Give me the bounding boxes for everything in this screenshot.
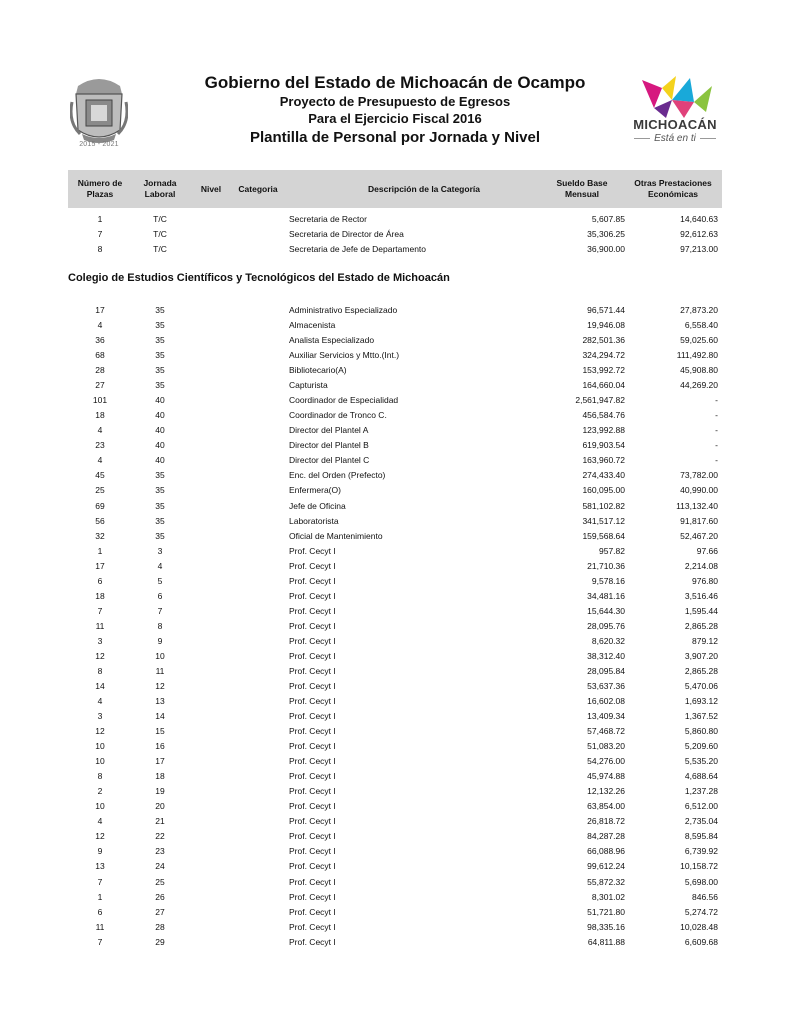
table-row	[68, 679, 722, 694]
cell-descripcion: Prof. Cecyt I	[289, 711, 336, 722]
cell-plazas: 4	[97, 425, 103, 436]
cell-descripcion: Prof. Cecyt I	[289, 560, 336, 571]
cell-sueldo: 45,974.88	[587, 771, 625, 782]
cell-otras: -	[715, 425, 718, 436]
table-row	[68, 905, 722, 920]
cell-descripcion: Secretaria de Rector	[289, 214, 367, 224]
cell-plazas: 28	[95, 365, 105, 376]
table-row	[68, 212, 722, 227]
cell-sueldo: 57,468.72	[587, 726, 625, 737]
cell-descripcion: Director del Plantel A	[289, 425, 369, 436]
cell-jornada: 22	[155, 831, 165, 842]
cell-plazas: 17	[95, 560, 105, 571]
cell-sueldo: 13,409.34	[587, 711, 625, 722]
cell-descripcion: Auxiliar Servicios y Mtto.(Int.)	[289, 350, 400, 361]
table-row	[68, 694, 722, 709]
cell-sueldo: 159,568.64	[582, 530, 625, 541]
cell-otras: 44,269.20	[680, 380, 718, 391]
cell-plazas: 17	[95, 305, 105, 315]
cell-descripcion: Coordinador de Tronco C.	[289, 410, 387, 421]
cell-sueldo: 34,481.16	[587, 590, 625, 601]
cell-sueldo: 98,335.16	[587, 921, 625, 932]
cell-descripcion: Laboratorista	[289, 515, 339, 526]
cell-descripcion: Prof. Cecyt I	[289, 771, 336, 782]
cell-otras: 111,492.80	[676, 350, 718, 361]
cell-otras: 2,865.28	[684, 620, 718, 631]
table-row	[68, 529, 722, 544]
cell-jornada: 40	[155, 425, 165, 436]
cell-sueldo: 38,312.40	[587, 650, 625, 661]
table-row	[68, 423, 722, 438]
cell-otras: 92,612.63	[680, 229, 718, 239]
cell-jornada: 35	[155, 515, 165, 526]
cell-plazas: 2	[97, 786, 103, 797]
cell-sueldo: 36,900.00	[587, 244, 625, 254]
cell-otras: 10,028.48	[680, 921, 718, 932]
cell-descripcion: Prof. Cecyt I	[289, 891, 336, 902]
cell-descripcion: Prof. Cecyt I	[289, 801, 336, 812]
cell-sueldo: 35,306.25	[587, 229, 625, 239]
cell-jornada: 40	[155, 410, 165, 421]
cell-jornada: 16	[155, 741, 165, 752]
column-header-plazas: Número de Plazas	[77, 178, 123, 199]
cell-jornada: 11	[155, 665, 165, 676]
cell-otras: 113,132.40	[676, 500, 718, 511]
cell-jornada: T/C	[153, 214, 167, 224]
cell-plazas: 7	[97, 229, 103, 239]
cell-descripcion: Coordinador de Especialidad	[289, 395, 399, 406]
table-row	[68, 438, 722, 453]
cell-jornada: 18	[155, 771, 165, 782]
table-row	[68, 333, 722, 348]
cell-descripcion: Secretaria de Director de Área	[289, 229, 404, 239]
cell-plazas: 12	[95, 650, 105, 661]
cell-otras: 91,817.60	[680, 515, 718, 526]
table-row	[68, 784, 722, 799]
table-row	[68, 559, 722, 574]
cell-otras: 73,782.00	[680, 470, 718, 481]
cell-plazas: 27	[95, 380, 105, 391]
cell-descripcion: Prof. Cecyt I	[289, 696, 336, 707]
cell-descripcion: Prof. Cecyt I	[289, 605, 336, 616]
cell-otras: 14,640.63	[680, 214, 718, 224]
cell-plazas: 7	[97, 876, 103, 887]
cell-plazas: 56	[95, 515, 105, 526]
document-title-block	[150, 72, 640, 148]
brand-butterfly-icon	[632, 74, 716, 118]
seal-years-label: 2015 - 2021	[79, 141, 119, 148]
cell-sueldo: 619,903.54	[582, 440, 625, 451]
cell-sueldo: 21,710.36	[587, 560, 625, 571]
cell-plazas: 18	[95, 410, 105, 421]
cell-descripcion: Prof. Cecyt I	[289, 921, 336, 932]
cell-sueldo: 28,095.76	[587, 620, 625, 631]
section-title: Colegio de Estudios Científicos y Tecnológicos del Estado de Michoacán	[68, 272, 450, 284]
cell-otras: 2,214.08	[684, 560, 718, 571]
cell-otras: 6,512.00	[684, 801, 718, 812]
cell-sueldo: 957.82	[599, 545, 625, 556]
cell-sueldo: 99,612.24	[587, 861, 625, 872]
cell-descripcion: Prof. Cecyt I	[289, 620, 336, 631]
cell-otras: 40,990.00	[680, 485, 718, 496]
cell-jornada: 21	[155, 816, 165, 827]
cell-jornada: 10	[155, 650, 165, 661]
cell-sueldo: 163,960.72	[582, 455, 625, 466]
cell-descripcion: Enfermera(O)	[289, 485, 341, 496]
cell-sueldo: 63,854.00	[587, 801, 625, 812]
cell-descripcion: Prof. Cecyt I	[289, 756, 336, 767]
cell-descripcion: Prof. Cecyt I	[289, 936, 336, 947]
cell-plazas: 8	[97, 771, 103, 782]
cell-jornada: 14	[155, 711, 165, 722]
cell-descripcion: Prof. Cecyt I	[289, 650, 336, 661]
document-subtitle-2: Para el Ejercicio Fiscal 2016	[308, 111, 482, 126]
document-subtitle-1: Proyecto de Presupuesto de Egresos	[279, 94, 511, 109]
table-row	[68, 754, 722, 769]
table-row	[68, 378, 722, 393]
cell-jornada: 9	[157, 635, 163, 646]
cell-otras: 97.66	[696, 545, 718, 556]
cell-plazas: 13	[95, 861, 105, 872]
cell-plazas: 18	[95, 590, 105, 601]
cell-otras: 6,558.40	[684, 320, 718, 331]
cell-sueldo: 123,992.88	[582, 425, 625, 436]
cell-jornada: 25	[155, 876, 165, 887]
table-row	[68, 589, 722, 604]
table-header	[68, 170, 722, 208]
cell-plazas: 11	[95, 620, 105, 631]
cell-plazas: 45	[95, 470, 105, 481]
cell-sueldo: 51,083.20	[587, 741, 625, 752]
column-header-categoria: Categoria	[238, 183, 278, 194]
cell-sueldo: 53,637.36	[587, 681, 625, 691]
cell-jornada: 40	[155, 455, 165, 466]
table-row	[68, 829, 722, 844]
cell-plazas: 4	[97, 320, 103, 331]
table-row	[68, 574, 722, 589]
cell-otras: 5,698.00	[684, 876, 718, 887]
table-row	[68, 859, 722, 874]
cell-otras: 1,237.28	[684, 786, 718, 797]
cell-plazas: 6	[97, 575, 103, 586]
cell-plazas: 7	[97, 936, 103, 947]
cell-otras: 5,860.80	[684, 726, 718, 737]
document-subtitle-3: Plantilla de Personal por Jornada y Nivel	[249, 129, 541, 146]
table-row	[68, 604, 722, 619]
cell-descripcion: Director del Plantel B	[289, 440, 369, 451]
table-row	[68, 724, 722, 739]
cell-jornada: 12	[155, 681, 165, 691]
cell-descripcion: Jefe de Oficina	[289, 500, 346, 511]
column-header-descripcion: Descripción de la Categoría	[368, 183, 480, 194]
cell-sueldo: 64,811.88	[587, 936, 625, 947]
cell-plazas: 10	[95, 801, 105, 812]
cell-descripcion: Oficial de Mantenimiento	[289, 530, 383, 541]
cell-plazas: 69	[95, 500, 105, 511]
cell-otras: 6,609.68	[684, 936, 718, 947]
cell-descripcion: Analista Especializado	[289, 335, 375, 346]
cell-descripcion: Prof. Cecyt I	[289, 786, 336, 797]
table-row	[68, 890, 722, 905]
cell-descripcion: Enc. del Orden (Prefecto)	[289, 470, 386, 481]
cell-descripcion: Prof. Cecyt I	[289, 876, 336, 887]
cell-sueldo: 8,301.02	[591, 891, 625, 902]
cell-otras: 1,693.12	[684, 696, 718, 707]
document-title: Gobierno del Estado de Michoacán de Ocampo	[204, 73, 586, 92]
brand-name: MICHOACÁN	[633, 117, 717, 132]
cell-otras: 52,467.20	[680, 530, 718, 541]
cell-otras: 10,158.72	[680, 861, 718, 872]
cell-jornada: 40	[155, 440, 165, 451]
cell-descripcion: Prof. Cecyt I	[289, 831, 336, 842]
table-row	[68, 514, 722, 529]
table-row	[68, 769, 722, 784]
cell-jornada: 29	[155, 936, 165, 947]
cell-descripcion: Administrativo Especializado	[289, 305, 398, 315]
cell-sueldo: 54,276.00	[587, 756, 625, 767]
cell-plazas: 101	[92, 395, 108, 406]
cell-jornada: 7	[157, 605, 163, 616]
cell-plazas: 7	[97, 605, 103, 616]
cell-descripcion: Capturista	[289, 380, 328, 391]
table-row	[68, 799, 722, 814]
cell-otras: -	[715, 395, 718, 406]
cell-sueldo: 324,294.72	[582, 350, 625, 361]
cell-otras: 27,873.20	[680, 305, 718, 315]
cell-otras: 59,025.60	[680, 335, 718, 346]
cell-jornada: 15	[155, 726, 165, 737]
cell-sueldo: 19,946.08	[587, 320, 625, 331]
cell-descripcion: Prof. Cecyt I	[289, 545, 336, 556]
cell-descripcion: Prof. Cecyt I	[289, 665, 336, 676]
cell-jornada: 24	[155, 861, 165, 872]
cell-otras: 6,739.92	[684, 846, 718, 857]
column-header-jornada: Jornada Laboral	[143, 178, 177, 199]
cell-plazas: 23	[95, 440, 105, 451]
cell-otras: -	[715, 410, 718, 421]
cell-otras: 879.12	[692, 635, 718, 646]
cell-otras: 1,367.52	[684, 711, 718, 722]
table-row	[68, 453, 722, 468]
cell-jornada: 19	[155, 786, 165, 797]
cell-jornada: 35	[155, 380, 165, 391]
table-row	[68, 499, 722, 514]
cell-descripcion: Bibliotecario(A)	[289, 365, 347, 376]
cell-descripcion: Prof. Cecyt I	[289, 906, 336, 917]
cell-otras: 846.56	[692, 891, 718, 902]
cell-jornada: 35	[155, 320, 165, 331]
cell-sueldo: 581,102.82	[582, 500, 625, 511]
cell-otras: 4,688.64	[684, 771, 718, 782]
cell-descripcion: Prof. Cecyt I	[289, 861, 336, 872]
cell-jornada: 28	[155, 921, 165, 932]
cell-otras: 3,516.46	[684, 590, 718, 601]
cell-otras: -	[715, 440, 718, 451]
cell-jornada: 35	[155, 485, 165, 496]
cell-sueldo: 16,602.08	[587, 696, 625, 707]
cell-plazas: 3	[97, 711, 103, 722]
table-row	[68, 483, 722, 498]
brand-tagline: Está en ti	[620, 133, 730, 144]
cell-sueldo: 456,584.76	[582, 410, 625, 421]
cell-sueldo: 96,571.44	[587, 305, 625, 315]
table-row	[68, 739, 722, 754]
column-header-sueldo: Sueldo Base Mensual	[556, 178, 608, 199]
cell-sueldo: 26,818.72	[587, 816, 625, 827]
cell-jornada: 4	[157, 560, 163, 571]
table-row	[68, 875, 722, 890]
cell-sueldo: 5,607.85	[591, 214, 625, 224]
cell-descripcion: Prof. Cecyt I	[289, 681, 336, 691]
cell-sueldo: 51,721.80	[587, 906, 625, 917]
cell-plazas: 6	[97, 906, 103, 917]
cell-sueldo: 153,992.72	[582, 365, 625, 376]
cell-sueldo: 282,501.36	[582, 335, 625, 346]
cell-jornada: 26	[155, 891, 165, 902]
cell-otras: 97,213.00	[680, 244, 718, 254]
cell-otras: 45,908.80	[680, 365, 718, 376]
table-row	[68, 709, 722, 724]
cell-otras: -	[715, 455, 718, 466]
cell-sueldo: 160,095.00	[582, 485, 625, 496]
cell-jornada: 35	[155, 335, 165, 346]
cell-otras: 2,735.04	[684, 816, 718, 827]
table-row	[68, 920, 722, 935]
table-row	[68, 468, 722, 483]
table-row	[68, 348, 722, 363]
cell-plazas: 12	[95, 831, 105, 842]
cell-sueldo: 341,517.12	[582, 515, 625, 526]
cell-plazas: 12	[95, 726, 105, 737]
cell-descripcion: Prof. Cecyt I	[289, 575, 336, 586]
table-row	[68, 242, 722, 257]
cell-sueldo: 164,660.04	[582, 380, 625, 391]
cell-plazas: 68	[95, 350, 105, 361]
cell-sueldo: 12,132.26	[587, 786, 625, 797]
cell-plazas: 10	[95, 756, 105, 767]
cell-descripcion: Almacenista	[289, 320, 336, 331]
cell-plazas: 32	[95, 530, 105, 541]
cell-otras: 5,274.72	[684, 906, 718, 917]
cell-descripcion: Prof. Cecyt I	[289, 590, 336, 601]
cell-sueldo: 2,561,947.82	[575, 395, 625, 406]
cell-jornada: 8	[157, 620, 163, 631]
table-row	[68, 814, 722, 829]
cell-jornada: T/C	[153, 244, 167, 254]
cell-plazas: 10	[95, 741, 105, 752]
table-row	[68, 303, 722, 318]
cell-otras: 3,907.20	[684, 650, 718, 661]
cell-sueldo: 55,872.32	[587, 876, 625, 887]
cell-jornada: 35	[155, 530, 165, 541]
table-row	[68, 935, 722, 950]
cell-plazas: 11	[95, 921, 105, 932]
table-row	[68, 634, 722, 649]
table-row	[68, 544, 722, 559]
cell-descripcion: Prof. Cecyt I	[289, 816, 336, 827]
cell-sueldo: 28,095.84	[587, 665, 625, 676]
cell-plazas: 4	[97, 696, 103, 707]
cell-descripcion: Prof. Cecyt I	[289, 846, 336, 857]
cell-plazas: 4	[97, 816, 103, 827]
cell-jornada: 40	[155, 395, 165, 406]
cell-sueldo: 274,433.40	[582, 470, 625, 481]
cell-plazas: 1	[97, 891, 103, 902]
cell-plazas: 8	[97, 665, 103, 676]
table-row	[68, 363, 722, 378]
cell-jornada: 6	[157, 590, 163, 601]
cell-otras: 5,470.06	[684, 681, 718, 691]
cell-plazas: 9	[97, 846, 103, 857]
cell-plazas: 4	[97, 455, 103, 466]
cell-plazas: 3	[97, 635, 103, 646]
table-row	[68, 649, 722, 664]
cell-otras: 976.80	[692, 575, 718, 586]
cell-descripcion: Prof. Cecyt I	[289, 635, 336, 646]
cell-jornada: 27	[155, 906, 165, 917]
table-row	[68, 408, 722, 423]
table-row	[68, 318, 722, 333]
cell-plazas: 1	[97, 214, 103, 224]
cell-jornada: 35	[155, 500, 165, 511]
cell-jornada: 17	[155, 756, 165, 767]
cell-sueldo: 84,287.28	[587, 831, 625, 842]
cell-jornada: 35	[155, 350, 165, 361]
cell-sueldo: 66,088.96	[587, 846, 625, 857]
cell-descripcion: Secretaria de Jefe de Departamento	[289, 244, 427, 254]
cell-jornada: 13	[155, 696, 165, 707]
cell-jornada: 20	[155, 801, 165, 812]
cell-jornada: 35	[155, 470, 165, 481]
cell-jornada: 35	[155, 365, 165, 376]
cell-otras: 5,209.60	[684, 741, 718, 752]
cell-jornada: 3	[157, 545, 163, 556]
cell-sueldo: 8,620.32	[591, 635, 625, 646]
cell-plazas: 36	[95, 335, 105, 346]
cell-jornada: 23	[155, 846, 165, 857]
michoacan-brand-logo	[620, 74, 730, 149]
table-row	[68, 844, 722, 859]
column-header-otras: Otras Prestaciones Económicas	[634, 178, 712, 199]
table-row	[68, 227, 722, 242]
column-header-nivel: Nivel	[200, 183, 222, 194]
cell-otras: 2,865.28	[684, 665, 718, 676]
table-row	[68, 664, 722, 679]
cell-descripcion: Director del Plantel C	[289, 455, 370, 466]
cell-jornada: T/C	[153, 229, 167, 239]
cell-sueldo: 15,644.30	[587, 605, 625, 616]
cell-otras: 8,595.84	[684, 831, 718, 842]
cell-sueldo: 9,578.16	[591, 575, 625, 586]
table-row	[68, 393, 722, 408]
table-row	[68, 619, 722, 634]
cell-descripcion: Prof. Cecyt I	[289, 726, 336, 737]
cell-plazas: 25	[95, 485, 105, 496]
cell-jornada: 35	[155, 305, 165, 315]
cell-plazas: 8	[97, 244, 103, 254]
cell-descripcion: Prof. Cecyt I	[289, 741, 336, 752]
cell-jornada: 5	[157, 575, 163, 586]
cell-otras: 1,595.44	[684, 605, 718, 616]
cell-plazas: 14	[95, 681, 105, 691]
cell-plazas: 1	[97, 545, 103, 556]
cell-otras: 5,535.20	[684, 756, 718, 767]
